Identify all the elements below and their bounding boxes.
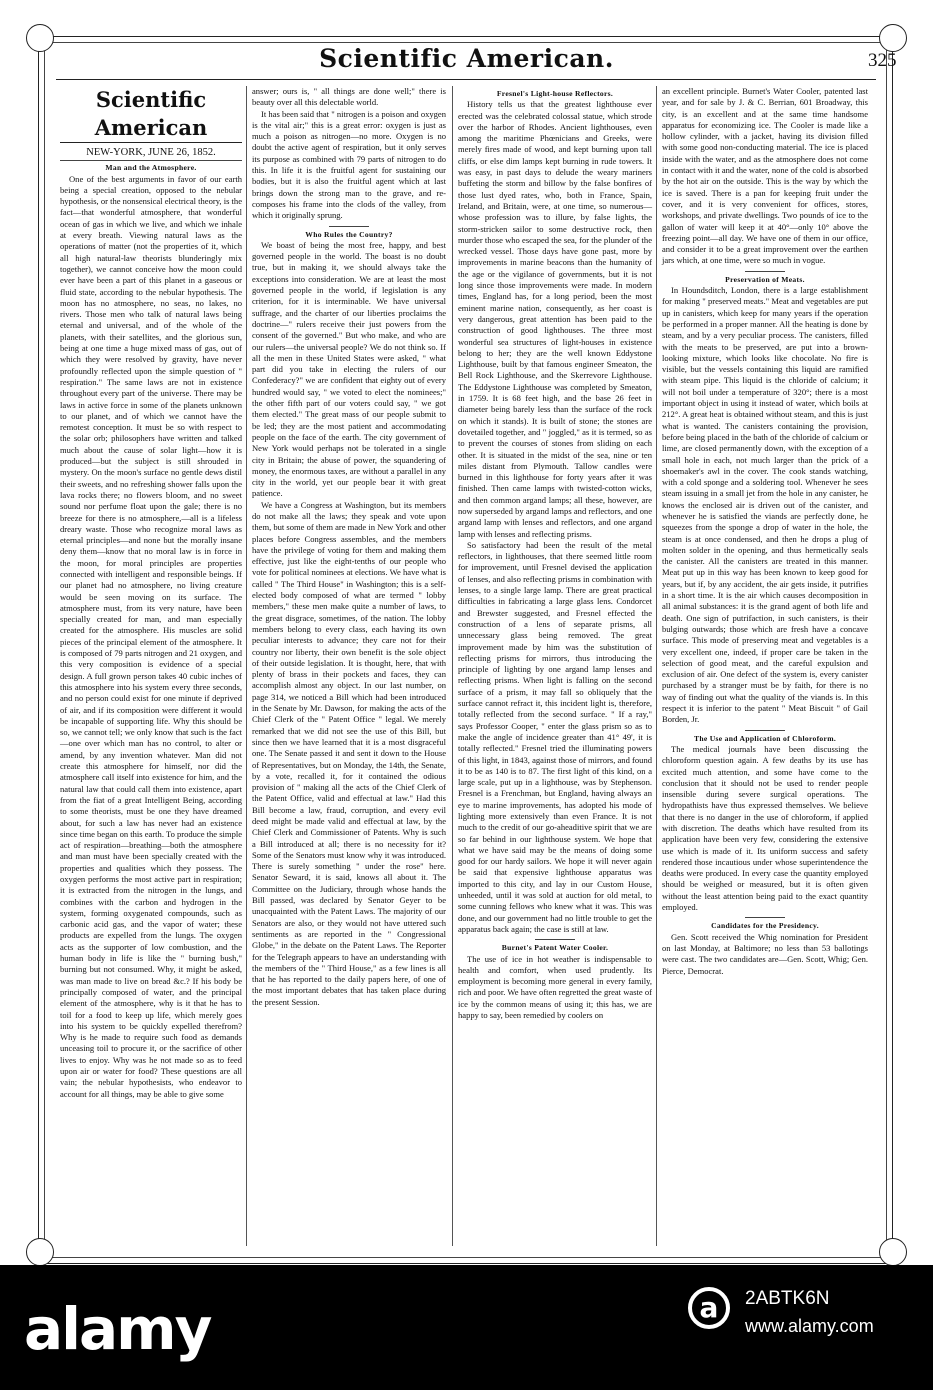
article-title: The Use and Application of Chloroform. — [693, 733, 837, 743]
column-divider — [246, 86, 247, 1246]
header-rule — [56, 79, 876, 80]
article-title: Who Rules the Country? — [305, 229, 393, 239]
column-1 — [60, 86, 242, 1100]
article-paragraph: We boast of being the most free, happy, and best governed people in the world. The boast is no doubt true, but in making it, we should always take the exceptions into consideration. We are at least the most governed people in the world, if legislation is any criterion, for it is interminable. We have universal suffrage, and the charter of our liberties proclaims the doctrine—" rulers receive their just powers from the consent of the governed." But who make, and who are our rulers—the universal people? We do not think so. If all the men in these United States were asked, " what part did you take in electing the rulers of our Confederacy?" we are confident that eighty out of every hundred would say, " we voted to elect the nominees;" the other fifth part of our voters could say, " we got them elected." The great mass of our people submit to be led; they are the most patient and accommodating people on the face of the earth. The city government of New York would perhaps not be tolerated in a single city in Britain; the abuse of power, the squandering of money, the enormous taxes, are without a parallel in any city in the world, yet our people bear it with great patience. — [252, 239, 446, 499]
watermark-url: www.alamy.com — [745, 1316, 874, 1336]
article-title: Preservation of Meats. — [725, 274, 805, 284]
separator-rule — [535, 939, 575, 940]
page-number: 325 — [868, 50, 897, 71]
column-divider — [656, 86, 657, 1246]
article-paragraph: One of the best arguments in favor of our earth being a special creation, opposed to the nebular hypothesis, or the nonsensical electrical theory, is the fact—that wonderful atmosphere, that wonderful ocean of gas in which we live, and which we inhale at every breath. Viewing natural laws as the operations of matter (not the properties of it, which all high natural-law theorists blunderingly mix together), we cannot conceive how the moon could ever have been a part of this planet in a gaseous or fluid state, according to the nebular hypothesis. The moon has no atmosphere, no seas, no lakes, no rivers. Those men who talk of natural laws being eternal and universal, and of the whole of the planets, with their satellites, and the glorious sun, being at one time a huge mixed mass of gas, out of which they were resolved by gravity, have never profoundly reflected upon the simple question of " respiration." The same laws are not in existence throughout every part of the universe. There may be laws in active force in some of the planets unknown to our planet, and of which we cannot have the remotest conception. It must be so with respect to the solar orb; philosophers have written and talked much about the cause of solar light—how it is produced—but the subject is still shrouded in mystery. On the moon's surface no gentle dews distil their sweets, and no refreshing shower falls upon the lava rocks there; no flowers bloom, and no sweet sound nor perfume float upon the gale; there is no breeze for there is no atmosphere,—all is a lifeless dreary waste. Those who recognize moral laws as eternal principles—and none but the morally insane deny them—know that no moral law is in force in the moon, for moral principles are properties connected with intelligent and responsible beings. If our planet had no atmosphere, no living creature would be seen moving on its surface. The atmosphere must, from its very nature, have been specially created for man, and man especially created for the atmosphere. His muscles are solid pieces of the principal element of the atmosphere. It is composed of 79 parts nitrogen and 21 oxygen, and this very composition is evidence of a special design. A full grown person takes 40 cubic inches of this atmosphere into his system every three seconds, and no person could exist for one minute if deprived of air, and if its composition were different it would be incapable of supporting life. Why this should be so, we cannot tell; we only know that such is the fact—one over which man has no control, to alter or amend, by any invention whatever. Man did not create this atmosphere for himself, nor did the atmosphere call itself into existence for him, and the natural law that could call them into existence, apart from the fiat of a great Intelligent Being, according to some theorists, must be one they have dreamed about, for such a law has never had an existence since time began on this earth. To produce the simple act of respiration—breathing—both the atmosphere and man must have been specially created with the properties and qualities which they possess. The oxygen performs the most active part in respiration; it is extracted from the nitrogen in the lungs, and combines with the carbon and hydrogen in the system, forming oxygenated compounds, such as carbonic acid gas, and the vapor of water; these products are expelled from the lungs. The oxygen acts as the supporter of low combustion, and the human body in life is like the " burning bush," burning but not consumed. Why, it might be asked, was man made to live on bread &c.? If his body be principally composed of water, and the principal element of the atmosphere, why is it that he has to toil for a food to keep up life, which merely goes into his system to be quickly expelled therefrom? Why is he made to require such food as demands unceasing toil to procure it, or the sacrifice of other lives to enjoy. Why was he not made so as to feed upon air or water for food? These questions are all vain; the nebular hypothesists, who endeavor to account for all things, may be able to give some — [60, 173, 243, 1099]
article-paragraph: So satisfactory had been the result of the metal reflectors, in lighthouses, that there seemed little room for improvement, until Fresnel devised the application of lenses, and also reflecting prisms in combination with lenses, to a single large lamp. There are great practical difficulties in fabricating a large glass lens. Condorcet and Brewster suggested, and Fresnel effected the construction of a lens of separate prisms, all unnecessary glass being removed. The great improvement made by him was the substitution of reflecting prisms for mirrors, thus introducing the principle of lighting by one argand lamp lenses and reflecting prisms. When light is falling on the second surface of a prism, it may fall so obliquely that the surface cannot refract it, this incident light is, therefore, totally reflected from the second surface. " If a ray," says Professor Cooper, " enter the glass prism so as to make the angle of incidence greater than 41° 49', it is totally reflected." Fresnel tried the illuminating powers of this light, in 1843, against those of mirrors, and found it to be as 140 is to 87. The first light of this kind, on a large scale, put up in a lighthouse, was by Stephenson. Fresnel is a Frenchman, but England, having always an eye to marine improvements, has adopted his mode of lighting more extensively than even France. It is not much to the credit of our go-aheaditive spirit that we are so far behind in our lighthouse system. We hope that what we have said may be the means of doing some good for our hardy sailors. We hope it will never again be said that expensive lighthouse apparatus was imported to this city, and lay in our Custom House, unheeded, until it was sold at auction for old metal, to some cunning fellows who knew what it was. This was done, and our government had no little trouble to get the apparatus back again; the case is still at law. — [458, 539, 652, 934]
separator-rule — [745, 271, 785, 272]
article-paragraph: It has been said that " nitrogen is a poison and oxygen is the vital air;" this is a great error: oxygen is just as much a poison as nitrogen—no more. Oxygen is no doubt the active agent of respiration, but it only serves its purpose as combined with 79 parts of nitrogen to do this. In life it is the fruitful agent for sustaining our bodies, but it is also the fruitful agent which at last brings down the strong man to the grave, and re-composes his frame into the clods of the valley, from which it originally sprung. — [252, 108, 446, 221]
article-title: Burnet's Patent Water Cooler. — [501, 943, 609, 953]
dateline: NEW-YORK, JUNE 26, 1852. — [60, 147, 242, 161]
alamy-a-icon: a — [688, 1287, 730, 1329]
article-paragraph: The use of ice in hot weather is indispensable to health and comfort, when used prudently. Its employment is becoming more general in every family, rich and poor. We have often regretted the great waste of ice by the common means of using it; this has, we are happy to say, been remedied by coolers on — [458, 953, 652, 1021]
image-id: 2ABTK6N — [745, 1288, 830, 1309]
column-3 — [458, 86, 652, 1021]
column-2 — [252, 86, 446, 1008]
article-title: Candidates for the Presidency. — [711, 921, 819, 931]
article-paragraph: Gen. Scott received the Whig nomination for President on last Monday, at Baltimore; no less than 53 ballotings were cast. The two candidates are—Gen. Scott, Whig; Gen. Pierce, Democrat. — [662, 931, 868, 976]
article-paragraph: The medical journals have been discussing the chloroform question again. A few deaths by its use has excited much attention, and some have come to the conclusion that it should not be used to render people insensible during severe surgical operations. The hydropathists have thus expressed themselves. We believe that there is no danger in the use of chloroform, if applied with discretion. The deaths which have resulted from its application have been very few, considering the extensive use which is made of it. Its uniform success and safety rendered those incautious under whose superintendence the deaths were produced. In every case the quantity employed should be weighed or measured, but it is often given without the least attention being paid to the exact quantity employed. — [662, 743, 868, 913]
masthead: Scientific American — [60, 86, 242, 143]
article-paragraph: answer; ours is, " all things are done well;" there is beauty over all this delectable world. — [252, 86, 446, 108]
article-paragraph: History tells us that the greatest lighthouse ever erected was the celebrated colossal statue, which strode over the harbor of Rhodes. Ancient lighthouses, even among the maritime Phœnicians and Greeks, were merely fires made of wood, and kept burning upon tall cliffs, or else dim lamps kept burning in rude towers. It was easy, in past days to delude the weary mariners buffeting the storm and billow by the false bonfires of those lust dyed rates, who, both in France, Spain, Ireland, and Britain, were, at one time, so numerous—whose profession was to illure, by false lights, the storm-stricken sailor to some destructive rock, then murder those who escaped the sea, for the plunder of the wrecked vessel. Those days have gone past, more by improvements in marine beacons than the humanity of the age or the vigilance of governments, but it is not long since those improvements were made. In modern times, England has, for a long period, been the most eminent marine nation, consequently, as her coast is very dangerous, great attention has been paid to the construction of good lighthouses. The three most wonderful sea structures of light-houses in existence belong to her; they are the well known Eddystone Lighthouse, built by that famous engineer Smeaton, the Bell Rock Lighthouse, and the Skerrevore Lighthouse. The Eddystone Lighthouse was completed by Smeaton, in 1759. It is 68 feet high, and the base 26 feet in diameter being barely less than the surface of the rock on which it stands). It is built of stone; the stones are dovetailed together, and " joggled," as it is termed, so as to prevent the courses of stones from sliding on each other. It is situated in the midst of the sea, nine or ten miles distant from Plymouth. Tallow candles were burned in this lighthouse for forty years after it was finished. Then came lamps with twisted-cotton wicks, and then common argand lamps; all these, however, are now superseded by argand lamps and reflectors, and one argand lamp with lenses and reflectors, and one argand lamp with lenses and reflecting prisms. — [458, 99, 652, 539]
article-title: Fresnel's Light-house Reflectors. — [496, 89, 614, 98]
article-paragraph: an excellent principle. Burnet's Water Cooler, patented last year, and for sale by J. & C. Berrian, 601 Broadway, this city, is an excellent and at the same time handsome apparatus for economizing ice. The Cooler is made like a hollow cylinder, with a jacket, having its division filled with some good non-conducting material. The ice is placed inside with the water, and as the atmosphere does not come in contact with it and the water, none of the cold is absorbed by the hot air on the outside. This is the way by which the ice is saved. There is a pan for keeping fruit under the cover, and it is very convenient for offices, stores, workshops, and private dwellings. Two pounds of ice to the gallon of water will keep it at 40°—only 10° above the freezing point—all day. We have one of them in our office, and consider it to be a great improvement over the earthen jars which, at one time, were so much in vogue. — [662, 86, 868, 266]
separator-rule — [329, 226, 369, 227]
column-divider — [452, 86, 453, 1246]
corner-ornament — [879, 1238, 907, 1266]
article-paragraph: We have a Congress at Washington, but its members do not make all the laws; they speak and vote upon them, but some of them are made in New York and other places before Congress assembles, and the members have the privilege of voting for them and making them effective, just like the eight-tenths of our people who vote for political nominees at elections. We have what is called " The Third House" in Washington; this is a self-elected body composed of what are termed " lobby members," these men make quite a number of laws, to the great disgrace, sometimes, of the nation. The lobby members belong to every class, each having its own peculiar interests to advance; they care not for their country nor liberty, their own benefit is the sole object of their outside legislation. It is thought, here, that with plenty of brass in their pockets and faces, they can accomplish almost any object. In our last number, on page 314, we noticed a Bill which had been introduced in the Senate by Mr. Dawson, for making the acts of the Chief Clerk of the " Patent Office " legal. We merely remarked that we did not see the use of this Bill, but since then we have learned that it is a most disgraceful one. The Senate passed it and sent it down to the House of Representatives, but on Monday, the 14th, the Senate, by a vote, recalled it, for it contained the odious provision of " making all the acts of the Chief Clerk of the Patent Office, valid and effectual at law." Had this Bill become a law, fraud, corruption, and every evil deed might be made valid and effectual at law, by the Chief Clerk and Commissioner of Patents. Why is such a Bill introduced at all; there is no necessity for it? Some of the Senators must know why it was introduced. There is surely something " under the rose" here. Senator Seward, it is said, knows all about it. The Committee on the Judiciary, through whose hands the Bill passed, was declared by Senator Geyer to be unacquainted with the Patent Laws. The majority of our Senators are also, or they would not have uttered such sentiments as are reported in the " Congressional Globe," in the debate on the Patent Laws. The Reporter for the Telegraph appears to have an understanding with the members of the " Third House," as a few lines is all that he has reported to the daily papers here, of one of the most important debates that has taken place during the present Session. — [252, 499, 446, 1007]
article-paragraph: In Houndsditch, London, there is a large establishment for making " preserved meats." Meat and vegetables are put up in canisters, which keep for many years if the operation be performed in a proper manner. All the heating is done by steam, and by a very peculiar process. The canisters, filled with the meats to be preserved, are put into a brown-looking mixture, which looks like chocolate. No fire is visible, but the vessels containing this liquid are ramified with steam pipe. This liquid is the chloride of calcium; it will not boil under a temperature of 320°; there is a most important object in using it instead of water, which boils at 212°. A great heat is obtained without steam, and this is just what is wanted. The canisters containing the provision, before being placed in the bath of the chloride of calcium or lime, are closed permanently down, with the exception of a small hole in each, not much larger than the prick of a shoemaker's awl in the cover. The cook stands watching, with a cold sponge and a soldering tool. Whenever he sees steam issuing in a small jet from the hole in any canister, he knows the enclosed air is driven out of the canister, and whenever he is satisfied the viands are perfectly done, he squeezes from the sponge a drop of water in the hole, the steam is at once condensed, and then he drops a plug of molten solder in the opening, and thus hermetically seals the canister. All the canisters are treated in this manner. Meat put up in this way has been known to keep good for years, but if, by any accident, the air gets inside, it putrifies in a short time. It is the air which causes decomposition in all animal substances: it is the grand agent of both life and death. One sign of putrifaction, in such canisters, is their bulging outwards; those which are fresh have a concave surface. This mode of preserving meat and vegetables is a very excellent one, indeed, if proper care be taken in the selection of good meat, and the careful expulsion and exclusion of air. One defect of the system is, every canister purchased by a stranger must be by faith, for there is no way of finding out what the quality of the viands is. In this respect it is inferior to the patent " Meat Biscuit " of Gail Borden, Jr. — [662, 285, 868, 725]
article-title: Man and the Atmosphere. — [105, 163, 197, 173]
separator-rule — [745, 730, 785, 731]
column-4 — [662, 86, 868, 977]
corner-ornament — [26, 1238, 54, 1266]
alamy-logo: alamy — [24, 1295, 211, 1363]
running-head-title: Scientific American. — [319, 44, 614, 73]
separator-rule — [745, 917, 785, 918]
